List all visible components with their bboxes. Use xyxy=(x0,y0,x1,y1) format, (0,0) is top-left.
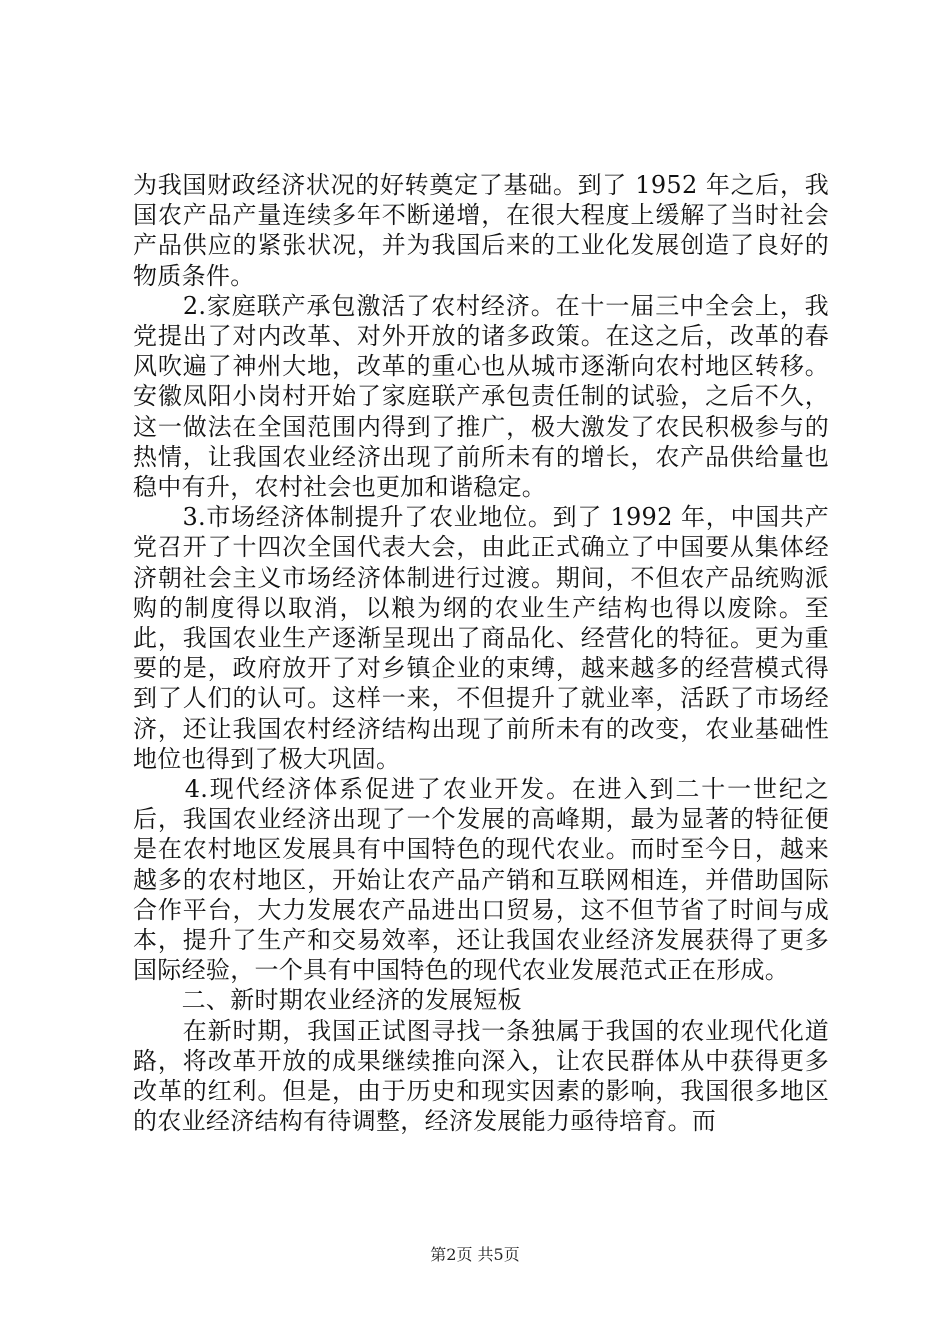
section-heading: 二、新时期农业经济的发展短板 xyxy=(133,986,522,1015)
paragraph-household-contract: 2.家庭联产承包激活了农村经济。在十一届三中全会上，我党提出了对内改革、对外开放的诸多政策。在这之后，改革的春风吹遍了神州大地，改革的重心也从城市逐渐向农村地区转移。安徽凤阳小岗村开始了家庭联产承包责任制的试验，之后不久，这一做法在全国范围内得到了推广，极大激发了农民积极参与的热情，让我国农业经济出现了前所未有的增长，农产品供给量也稳中有升，农村社会也更加和谐稳定。 xyxy=(133,291,829,502)
document-body xyxy=(133,170,829,1137)
paragraph-continuation: 为我国财政经济状况的好转奠定了基础。到了 1952 年之后，我国农产品产量连续多年不断递增，在很大程度上缓解了当时社会产品供应的紧张状况，并为我国后来的工业化发展创造了良好的物质条件。 xyxy=(133,171,829,290)
paragraph-modern-economy: 4.现代经济体系促进了农业开发。在进入到二十一世纪之后，我国农业经济出现了一个发展的高峰期，最为显著的特征便是在农村地区发展具有中国特色的现代农业。而时至今日，越来越多的农村地区，开始让农产品产销和互联网相连，并借助国际合作平台，大力发展农产品进出口贸易，这不但节省了时间与成本，提升了生产和交易效率，还让我国农业经济发展获得了更多国际经验，一个具有中国特色的现代农业发展范式正在形成。 xyxy=(133,775,829,985)
paragraph-new-era: 在新时期，我国正试图寻找一条独属于我国的农业现代化道路，将改革开放的成果继续推向深入，让农民群体从中获得更多改革的红利。但是，由于历史和现实因素的影响，我国很多地区的农业经济结构有待调整，经济发展能力亟待培育。而 xyxy=(133,1016,829,1136)
page-footer: 第2页 共5页 xyxy=(430,1245,520,1264)
paragraph-market-economy: 3.市场经济体制提升了农业地位。到了 1992 年，中国共产党召开了十四次全国代表大会，由此正式确立了中国要从集体经济朝社会主义市场经济体制进行过渡。期间，不但农产品统购派购的制度得以取消，以粮为纲的农业生产结构也得以废除。至此，我国农业生产逐渐呈现出了商品化、经营化的特征。更为重要的是，政府放开了对乡镇企业的束缚，越来越多的经营模式得到了人们的认可。这样一来，不但提升了就业率，活跃了市场经济，还让我国农村经济结构出现了前所未有的改变，农业基础性地位也得到了极大巩固。 xyxy=(133,503,829,773)
